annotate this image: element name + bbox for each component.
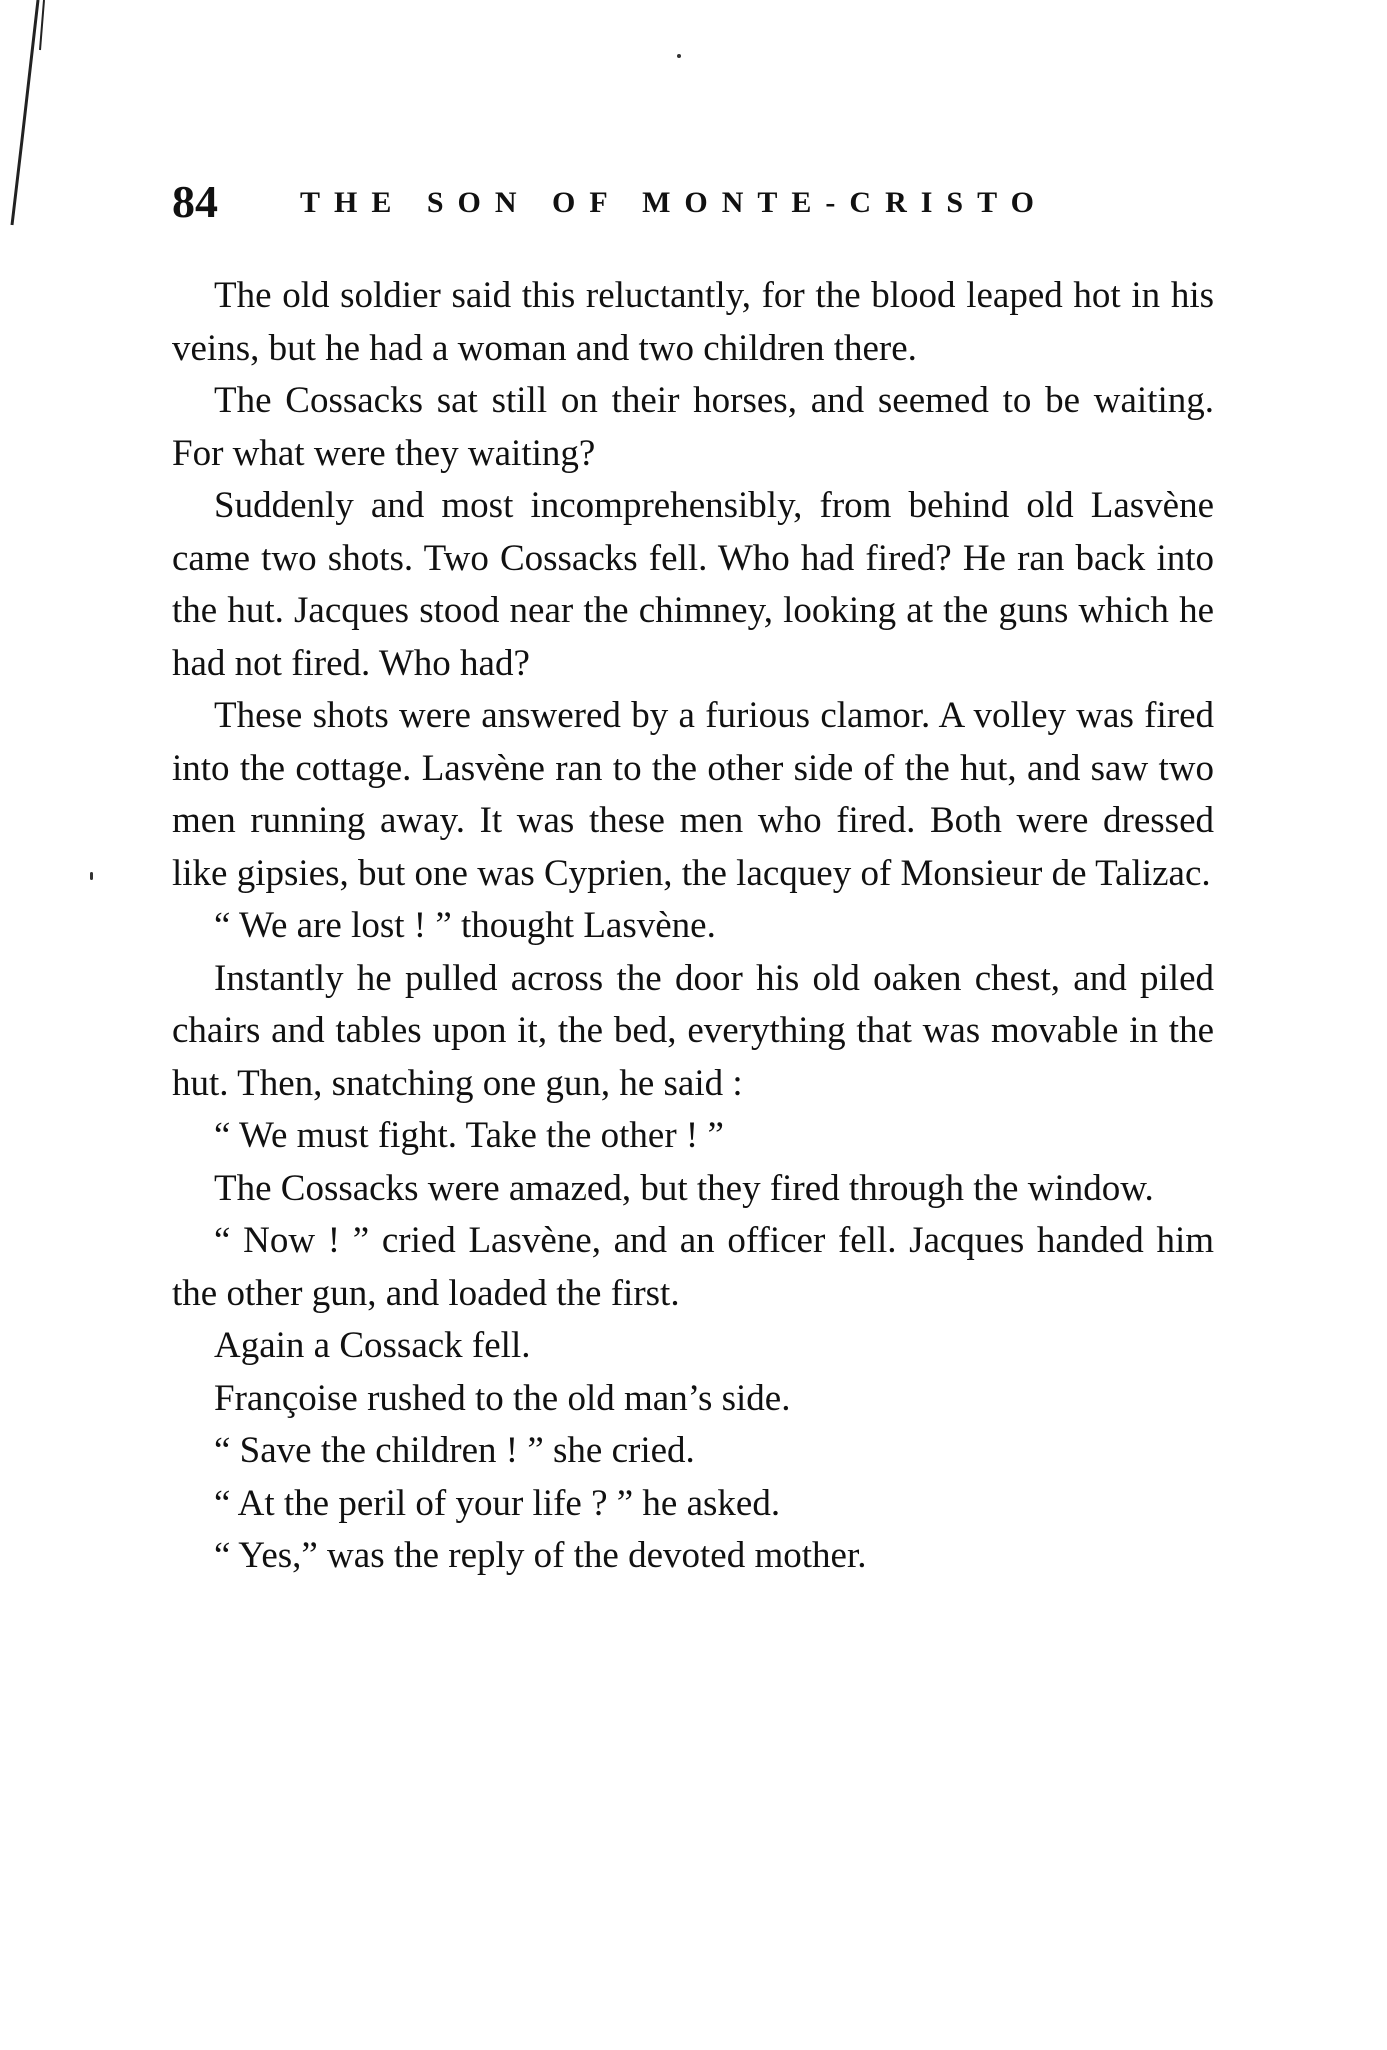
page-header — [172, 172, 1092, 232]
paragraph: Again a Cossack fell. — [214, 1325, 531, 1366]
ink-speck — [90, 872, 93, 880]
paragraph: The old soldier said this reluctantly, for the blood leaped hot in his veins, but he had a woman and two children there. — [172, 275, 1214, 369]
body-text — [172, 270, 1214, 1583]
running-title: THE SON OF MONTE-CRISTO — [300, 186, 1048, 219]
paragraph: “ Yes,” was the reply of the devoted mother. — [214, 1535, 867, 1576]
paragraph: “ Save the children ! ” she cried. — [214, 1430, 695, 1471]
paragraph: “ We must fight. Take the other ! ” — [214, 1115, 724, 1156]
paragraph: “ At the peril of your life ? ” he asked. — [214, 1482, 781, 1524]
paragraph: Françoise rushed to the old man’s side. — [214, 1377, 791, 1419]
paragraph: The Cossacks sat still on their horses, and seemed to be waiting. For what were they waiting? — [172, 380, 1214, 474]
paragraph: The Cossacks were amazed, but they fired through the window. — [214, 1167, 1154, 1209]
paragraph: Instantly he pulled across the door his old oaken chest, and piled chairs and tables upon it, the bed, everything that was movable in the hut. Then, snatching one gun, he said : — [172, 957, 1214, 1104]
margin-pen-mark — [8, 0, 48, 230]
paragraph: “ We are lost ! ” thought Lasvène. — [214, 905, 716, 946]
ink-speck — [677, 54, 681, 58]
paragraph: “ Now ! ” cried Lasvène, and an officer fell. Jacques handed him the other gun, and loaded the first. — [172, 1220, 1214, 1314]
paragraph: These shots were answered by a furious clamor. A volley was fired into the cottage. Lasvène ran to the other side of the hut, and saw two men running away. It was these men who fired. Both were dressed like gipsies, but one was Cyprien, the lacquey of Monsieur de Talizac. — [172, 695, 1214, 894]
paragraph: Suddenly and most incomprehensibly, from behind old Lasvène came two shots. Two Cossacks fell. Who had fired? He ran back into the hut. Jacques stood near the chimney, looking at the guns which he had not fired. Who had? — [172, 485, 1214, 684]
page-number: 84 — [172, 176, 218, 227]
